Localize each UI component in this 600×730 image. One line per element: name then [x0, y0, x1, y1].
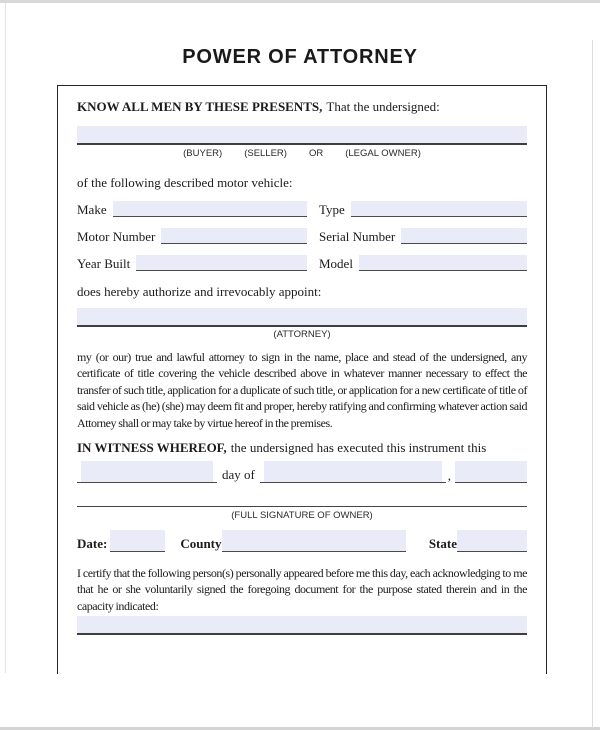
execution-day-field[interactable]: [77, 461, 217, 483]
execution-date-row: [77, 461, 527, 483]
witness-statement-lead: IN WITNESS WHEREOF,: [77, 440, 227, 456]
appeared-persons-field[interactable]: [77, 616, 527, 635]
attorney-name-field[interactable]: [77, 308, 527, 327]
model-field[interactable]: [359, 255, 527, 271]
witness-statement-rest: the undersigned has executed this instrument this: [230, 440, 487, 456]
vehicle-row-2: [77, 228, 527, 244]
type-field[interactable]: [351, 201, 527, 217]
make-cell: [77, 201, 307, 217]
date-label: Date:: [77, 536, 108, 552]
serial-number-cell: [319, 228, 527, 244]
opening-statement-lead: KNOW ALL MEN BY THESE PRESENTS,: [77, 99, 323, 114]
role-options-row: [77, 148, 527, 159]
signature-caption: (FULL SIGNATURE OF OWNER): [231, 510, 373, 522]
form-body: [57, 85, 547, 674]
make-label: Make: [77, 202, 107, 217]
year-built-label: Year Built: [77, 256, 131, 271]
document-title: POWER OF ATTORNEY: [182, 46, 418, 68]
county-field[interactable]: [222, 530, 406, 552]
execution-day-fill[interactable]: [81, 461, 213, 482]
role-option-buyer: (BUYER): [183, 148, 223, 159]
state-label: State: [428, 536, 457, 552]
opening-statement: [77, 99, 527, 114]
motor-number-field[interactable]: [161, 228, 307, 244]
vehicle-intro: of the following described motor vehicle:: [77, 175, 293, 190]
model-cell: [319, 255, 527, 271]
comma-separator: ,: [447, 468, 451, 484]
role-option-legal-owner: (LEGAL OWNER): [345, 148, 421, 159]
execution-year-fill[interactable]: [455, 461, 527, 482]
motor-number-cell: [77, 228, 307, 244]
type-cell: [319, 201, 527, 217]
appoint-statement: does hereby authorize and irrevocably appoint:: [77, 284, 322, 299]
model-label: Model: [319, 256, 353, 271]
execution-month-field[interactable]: [260, 461, 446, 483]
attorney-caption: (ATTORNEY): [273, 329, 331, 340]
execution-month-fill[interactable]: [264, 461, 442, 482]
scan-edge-top: [0, 0, 600, 3]
motor-number-label: Motor Number: [77, 229, 156, 244]
witness-statement: [77, 440, 527, 455]
make-field[interactable]: [113, 201, 307, 217]
certification-statement: I certify that the following person(s) personally appeared before me this day, each acknowledging to me that he or she voluntarily signed the foregoing document for the purpose stated therein and in the capacity indicated:: [77, 566, 527, 613]
scan-edge-left: [5, 3, 6, 673]
role-option-seller: (SELLER): [244, 148, 287, 159]
state-field[interactable]: [457, 530, 527, 552]
day-of-label: day of: [222, 467, 255, 483]
notary-row: [77, 530, 527, 552]
serial-number-label: Serial Number: [319, 229, 396, 244]
authority-clause: my (or our) true and lawful attorney to sign in the name, place and stead of the undersigned, any certificate of title covering the vehicle described above in whatever manner necessary to effect the transfer of such title, application for a duplicate of such title, or application for a new certificate of title of said vehicle as (he) (she) may deem fit and proper, hereby ratifying and confirming whatever action said Attorney shall or may take by virtue hereof in the premises.: [77, 350, 527, 430]
county-label: County: [180, 536, 222, 552]
vehicle-row-3: [77, 255, 527, 271]
date-field[interactable]: [110, 530, 165, 552]
execution-year-field[interactable]: [455, 461, 527, 483]
year-built-cell: [77, 255, 307, 271]
owner-signature-line[interactable]: [77, 506, 527, 507]
type-label: Type: [319, 202, 345, 217]
scan-edge-right: [592, 40, 593, 728]
year-built-field[interactable]: [136, 255, 307, 271]
grantor-name-field[interactable]: [77, 126, 527, 145]
opening-statement-rest: That the undersigned:: [326, 99, 440, 114]
vehicle-row-1: [77, 201, 527, 217]
serial-number-field[interactable]: [401, 228, 527, 244]
role-option-or: OR: [308, 148, 324, 159]
